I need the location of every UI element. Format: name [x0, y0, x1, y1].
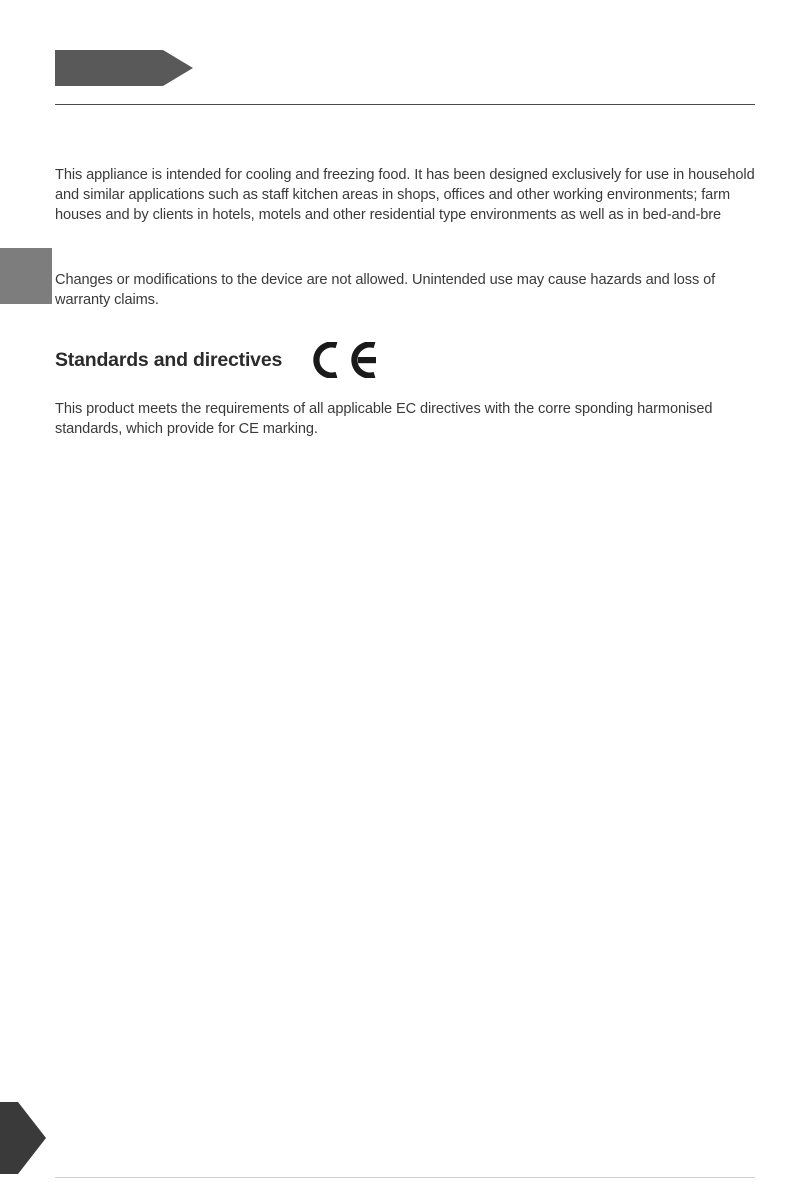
- page-corner-wedge: [0, 1102, 46, 1174]
- footer-divider: [55, 1177, 755, 1178]
- section-heading-row: [55, 342, 755, 378]
- header-divider: [55, 104, 755, 105]
- ce-mark-icon: [308, 342, 378, 378]
- changes-paragraph: Changes or modifications to the device are not allowed. Unintended use may cause hazards and loss of warranty claims.: [55, 271, 716, 308]
- header-arrow-banner: [55, 50, 193, 86]
- chapter-side-tab: [0, 248, 52, 304]
- section-heading: Standards and directives: [55, 348, 283, 371]
- standards-paragraph: This product meets the requirements of all applicable EC directives with the corre sponding harmonised standards, which provide for CE marking.: [55, 400, 713, 437]
- intro-paragraph: This appliance is intended for cooling and freezing food. It has been designed exclusively for use in household and similar applications such as staff kitchen areas in shops, offices and other working environments; farm houses and by clients in hotels, motels and other residential type environments as well as in bed-and-bre: [55, 166, 755, 224]
